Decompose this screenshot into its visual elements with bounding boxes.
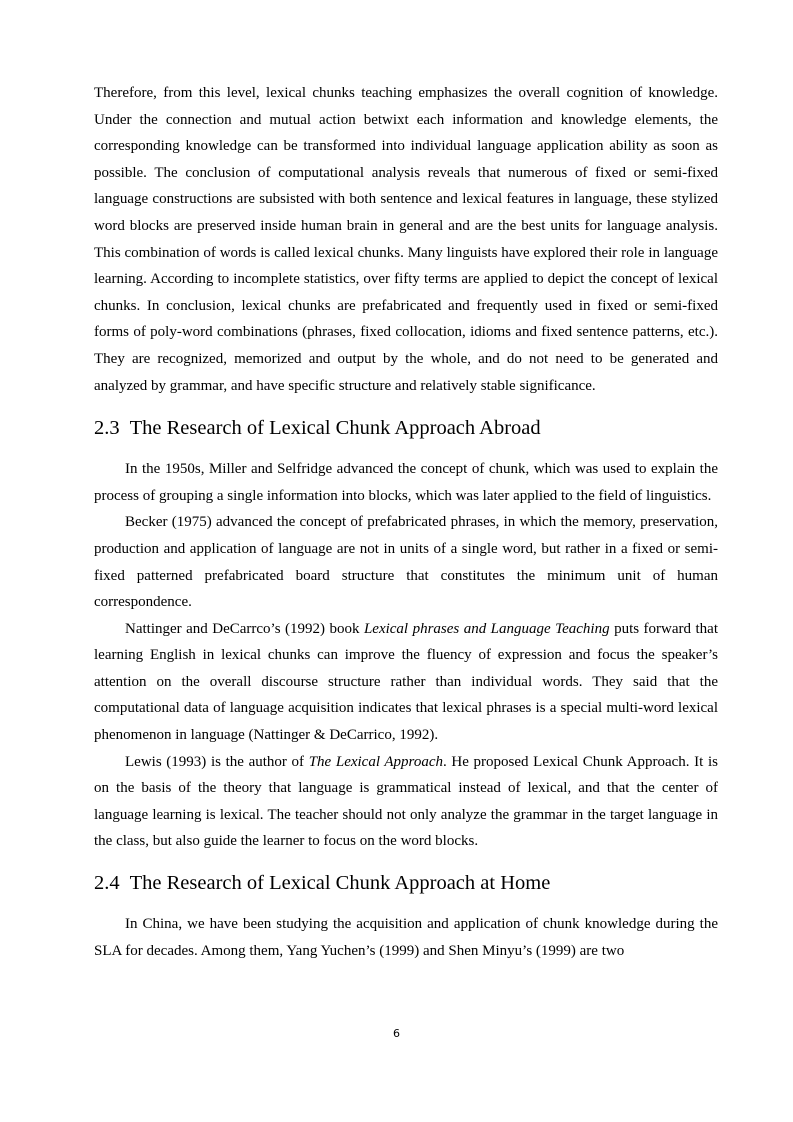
text-run: Nattinger and DeCarrco’s (1992) book [125,620,364,637]
text-run: puts forward that learning English in lexical chunks can improve the fluency of expression and focus the speaker’s attention on the overall discourse structure rather than individual words. They said that the computational data of language acquisition indicates that lexical phrases is a special multi-word lexical phenomenon in language (Nattinger & DeCarrico, 1992). [94,620,718,744]
book-title: The Lexical Approach [308,753,443,770]
section-title: The Research of Lexical Chunk Approach Abroad [129,417,541,440]
paragraph-becker: Becker (1975) advanced the concept of prefabricated phrases, in which the memory, preservation, production and application of language are not in units of a single word, but rather in a fixed or semi-fixed patterned prefabricated board structure that constitutes the minimum unit of human correspondence. [94,514,718,611]
paragraph-miller-selfridge: In the 1950s, Miller and Selfridge advanced the concept of chunk, which was used to explain the process of grouping a single information into blocks, which was later applied to the field of linguistics. [94,461,718,504]
paragraph-china-research: In China, we have been studying the acquisition and application of chunk knowledge during the SLA for decades. Among them, Yang Yuchen’s (1999) and Shen Minyu’s (1999) are two [94,916,718,959]
paragraph-nattinger [94,616,718,749]
text-run: . He proposed Lexical Chunk Approach. It is on the basis of the theory that language is grammatical instead of lexical, and that the center of language learning is lexical. The teacher should not only analyze the grammar in the target language in the class, but also guide the learner to focus on the word blocks. [94,753,718,850]
section-title: The Research of Lexical Chunk Approach at Home [129,872,551,895]
section-heading-2-3 [94,414,718,442]
text-run: Lewis (1993) is the author of [125,753,309,770]
page-number: 6 [393,1027,400,1040]
page-body [94,80,718,964]
paragraph-lexical-chunks-definition: Therefore, from this level, lexical chunks teaching emphasizes the overall cognition of knowledge. Under the connection and mutual action betwixt each information and knowledge elements, the corresponding knowledge can be transformed into individual language application ability as soon as possible. The conclusion of computational analysis reveals that numerous of fixed or semi-fixed language constructions are subsisted with both sentence and lexical features in language, these stylized word blocks are preserved inside human brain in general and are the best units for language analysis. This combination of words is called lexical chunks. Many linguists have explored their role in language learning. According to incomplete statistics, over fifty terms are applied to depict the concept of lexical chunks. In conclusion, lexical chunks are prefabricated and frequently used in fixed or semi-fixed forms of poly-word combinations (phrases, fixed collocation, idioms and fixed sentence patterns, etc.). They are recognized, memorized and output by the whole, and do not need to be generated and analyzed by grammar, and have specific structure and relatively stable significance. [94,85,718,394]
section-number: 2.4 [94,872,120,895]
section-number: 2.3 [94,417,120,440]
book-title: Lexical phrases and Language Teaching [363,620,610,637]
section-heading-2-4 [94,869,718,897]
paragraph-lewis [94,749,718,855]
